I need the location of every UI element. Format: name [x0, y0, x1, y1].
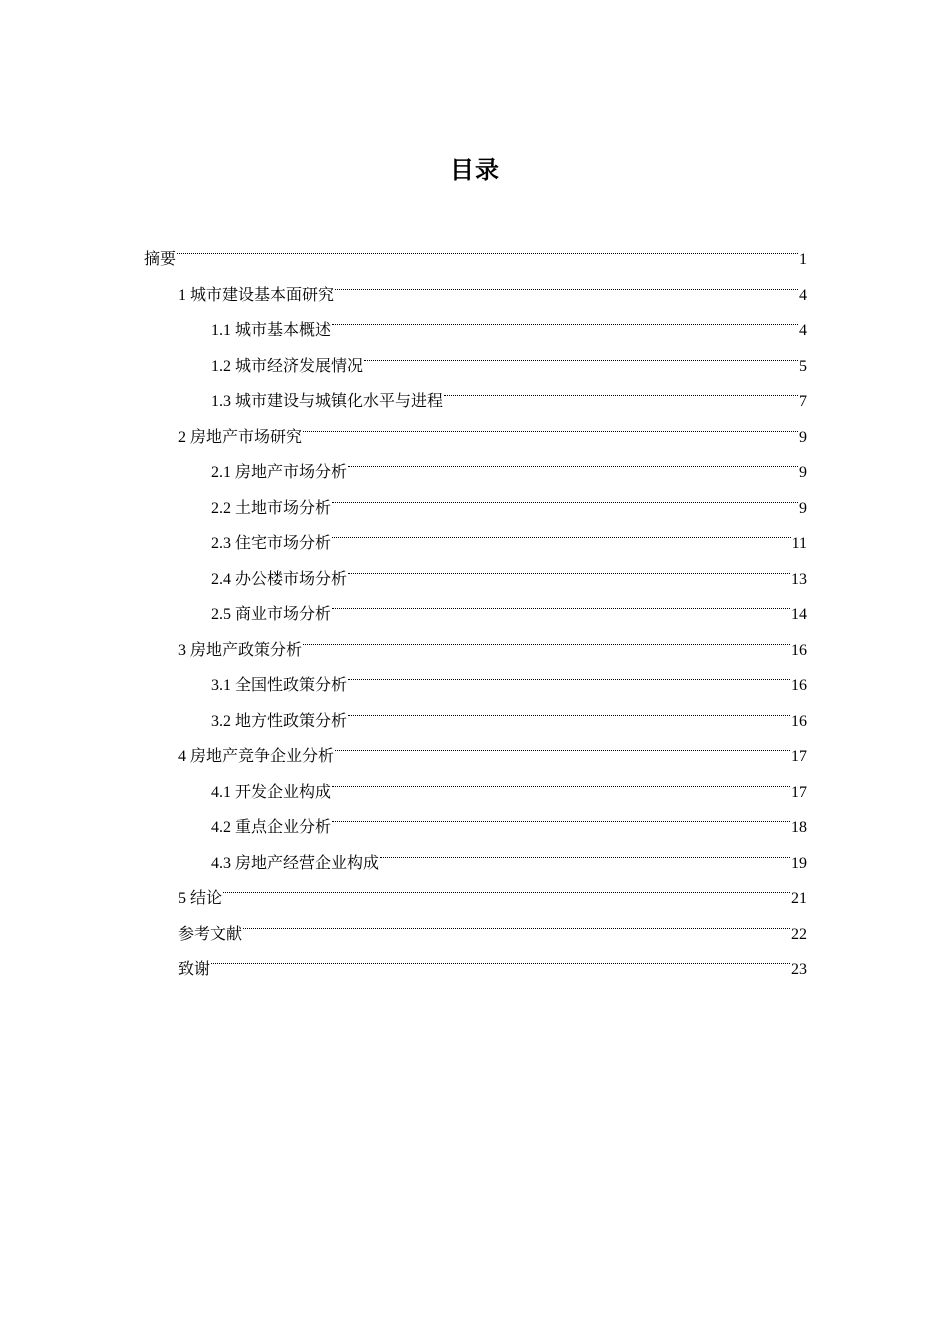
- toc-entry: [211, 550, 807, 588]
- toc-dot-leader: [303, 621, 790, 655]
- toc-entry: [211, 372, 807, 410]
- toc-entry-label: 2.1 房地产市场分析: [211, 464, 348, 481]
- toc-entry: [211, 763, 807, 801]
- toc-entry-page-number: 17: [791, 748, 807, 765]
- toc-dot-leader: [444, 372, 798, 406]
- toc-entry-page-number: 13: [791, 570, 807, 588]
- toc-entry-page-number: 11: [791, 535, 807, 552]
- toc-entry: [211, 301, 807, 339]
- toc-entry-label: 3 房地产政策分析: [178, 641, 303, 659]
- toc-entry: [178, 869, 807, 907]
- toc-entry: [211, 514, 807, 552]
- toc-dot-leader: [348, 656, 790, 690]
- toc-dot-leader: [332, 763, 790, 797]
- toc-entry-label: 致谢: [178, 961, 211, 978]
- toc-dot-leader: [348, 443, 798, 477]
- toc-entry: [211, 443, 807, 481]
- toc-entry-label: 3.1 全国性政策分析: [211, 677, 348, 694]
- toc-entry-page-number: 4: [799, 322, 807, 339]
- toc-entry-page-number: 21: [791, 890, 807, 907]
- toc-dot-leader: [364, 337, 798, 371]
- toc-entry-label: 2.4 办公楼市场分析: [211, 570, 348, 588]
- toc-entry-page-number: 14: [791, 606, 807, 623]
- toc-entry: [211, 798, 807, 836]
- toc-entry-page-number: 23: [791, 961, 807, 978]
- toc-entry-page-number: 5: [799, 357, 807, 375]
- toc-entry-page-number: 16: [791, 641, 807, 659]
- toc-entry-label: 4 房地产竞争企业分析: [178, 748, 335, 765]
- toc-entry: [178, 727, 807, 765]
- toc-dot-leader: [332, 585, 790, 619]
- toc-dot-leader: [335, 266, 798, 300]
- toc-entry-page-number: 9: [799, 499, 807, 517]
- toc-entry: [211, 479, 807, 517]
- toc-dot-leader: [223, 869, 790, 903]
- toc-entry-page-number: 7: [799, 393, 807, 410]
- toc-entry-label: 参考文献: [178, 925, 243, 943]
- toc-entry-page-number: 16: [791, 677, 807, 694]
- toc-dot-leader: [332, 798, 790, 832]
- toc-entry: [211, 337, 807, 375]
- toc-entry-page-number: 1: [799, 251, 807, 268]
- toc-entry-label: 2.3 住宅市场分析: [211, 535, 332, 552]
- toc-entry-page-number: 16: [791, 712, 807, 730]
- toc-dot-leader: [332, 301, 798, 335]
- toc-entry-label: 1 城市建设基本面研究: [178, 286, 335, 304]
- toc-dot-leader: [211, 940, 790, 974]
- toc-entry: [144, 230, 807, 268]
- toc-dot-leader: [243, 905, 790, 939]
- toc-dot-leader: [348, 692, 790, 726]
- toc-entry-label: 1.3 城市建设与城镇化水平与进程: [211, 393, 444, 410]
- toc-entry-page-number: 17: [791, 783, 807, 801]
- toc-entry-label: 摘要: [144, 251, 177, 268]
- toc-entry: [211, 585, 807, 623]
- toc-entry-label: 4.1 开发企业构成: [211, 783, 332, 801]
- toc-dot-leader: [332, 479, 798, 513]
- toc-entry: [211, 834, 807, 872]
- toc-entry-page-number: 4: [799, 286, 807, 304]
- toc-entry-page-number: 9: [799, 428, 807, 446]
- toc-dot-leader: [335, 727, 790, 761]
- toc-entry-page-number: 9: [799, 464, 807, 481]
- toc-entry-label: 4.2 重点企业分析: [211, 819, 332, 836]
- toc-entry-page-number: 19: [791, 854, 807, 872]
- toc-entry-label: 4.3 房地产经营企业构成: [211, 854, 380, 872]
- toc-entry-label: 5 结论: [178, 890, 223, 907]
- toc-entry: [211, 656, 807, 694]
- toc-entry: [178, 940, 807, 978]
- toc-entry-label: 2.5 商业市场分析: [211, 606, 332, 623]
- toc-entry: [178, 266, 807, 304]
- toc-entry-label: 1.2 城市经济发展情况: [211, 357, 364, 375]
- toc-entry-page-number: 18: [791, 819, 807, 836]
- toc-entry-label: 3.2 地方性政策分析: [211, 712, 348, 730]
- toc-dot-leader: [303, 408, 798, 442]
- toc-entry-label: 2.2 土地市场分析: [211, 499, 332, 517]
- toc-entry: [178, 905, 807, 943]
- toc-dot-leader: [380, 834, 790, 868]
- toc-entry: [178, 621, 807, 659]
- toc-dot-leader: [177, 230, 798, 264]
- toc-entry: [178, 408, 807, 446]
- toc-entry-page-number: 22: [791, 925, 807, 943]
- toc-dot-leader: [348, 550, 790, 584]
- toc-entry: [211, 692, 807, 730]
- toc-entry-label: 1.1 城市基本概述: [211, 322, 332, 339]
- toc-dot-leader: [332, 514, 791, 548]
- toc-entry-label: 2 房地产市场研究: [178, 428, 303, 446]
- toc-title: 目录: [450, 156, 500, 184]
